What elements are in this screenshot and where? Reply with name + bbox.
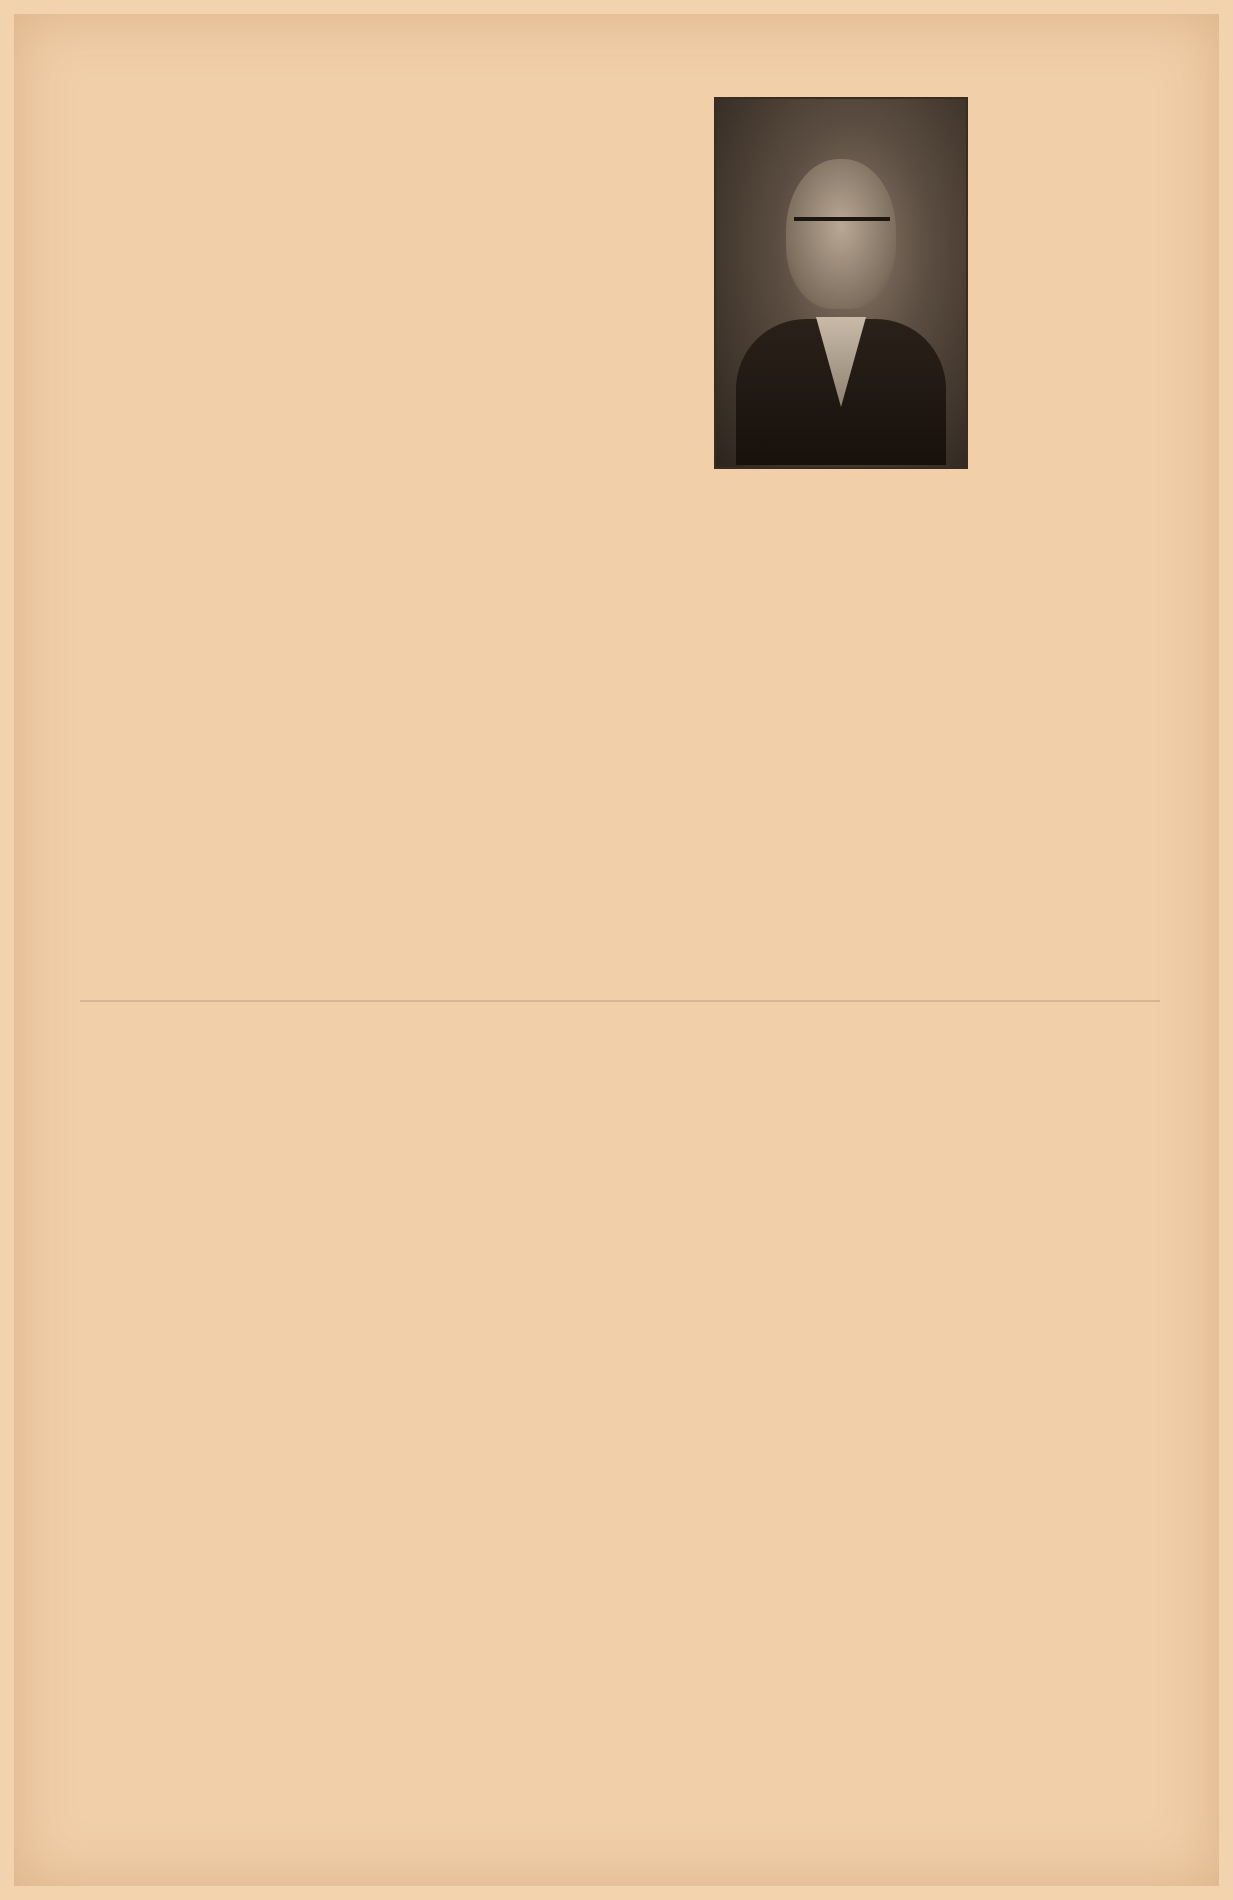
- portrait-glasses: [794, 217, 890, 243]
- portrait-photo: [714, 97, 968, 469]
- section-divider: [80, 1000, 1160, 1002]
- page-paper: [14, 14, 1219, 1886]
